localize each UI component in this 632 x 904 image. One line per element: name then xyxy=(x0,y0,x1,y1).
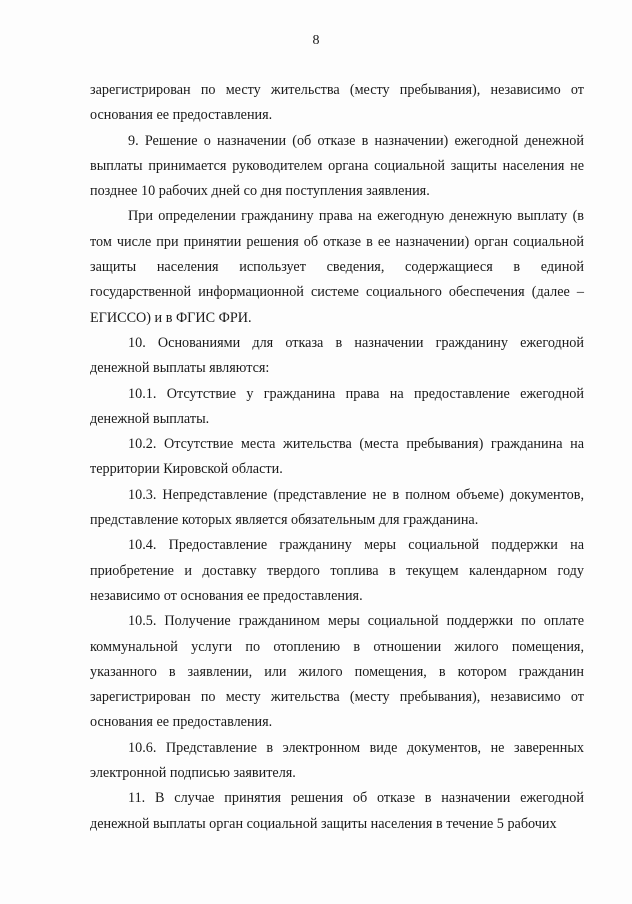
paragraph-10-2: 10.2. Отсутствие места жительства (места пребывания) гражданина на территории Кировской области. xyxy=(90,436,584,478)
paragraph-10-4: 10.4. Предоставление гражданину меры социальной поддержки на приобретение и доставку твердого топлива в текущем календарном году независимо от основания ее предоставления. xyxy=(90,537,584,604)
paragraph-9: 9. Решение о назначении (об отказе в назначении) ежегодной денежной выплаты принимается руководителем органа социальной защиты населения не позднее 10 рабочих дней со дня поступления заявления. xyxy=(90,132,584,200)
paragraph-11: 11. В случае принятия решения об отказе в назначении ежегодной денежной выплаты орган социальной защиты населения в течение 5 рабочих xyxy=(90,790,584,832)
paragraph-continuation: зарегистрирован по месту жительства (месту пребывания), независимо от основания ее предоставления. xyxy=(90,82,584,124)
page-number: 8 xyxy=(312,33,320,48)
paragraph-10-5: 10.5. Получение гражданином меры социальной поддержки по оплате коммунальной услуги по отоплению в отношении жилого помещения, указанного в заявлении, или жилого помещения, в котором гражданин зарегистрирован по месту жительства (месту пребывания), независимо от основания ее предоставления. xyxy=(90,613,584,731)
paragraph-10: 10. Основаниями для отказа в назначении гражданину ежегодной денежной выплаты являются: xyxy=(90,334,584,377)
paragraph-9-egisso: При определении гражданину права на ежегодную денежную выплату (в том числе при принятии решения об отказе в ее назначении) орган социальной защиты населения использует сведения, содержащиеся в единой государственной информационной системе социального обеспечения (далее – ЕГИССО) и в ФГИС ФРИ. xyxy=(90,208,584,326)
document-body xyxy=(90,78,584,837)
paragraph-10-3: 10.3. Непредставление (представление не в полном объеме) документов, представление которых является обязательным для гражданина. xyxy=(90,486,584,529)
paragraph-10-1: 10.1. Отсутствие у гражданина права на предоставление ежегодной денежной выплаты. xyxy=(90,385,584,427)
paragraph-10-6: 10.6. Представление в электронном виде документов, не заверенных электронной подписью заявителя. xyxy=(90,739,584,782)
